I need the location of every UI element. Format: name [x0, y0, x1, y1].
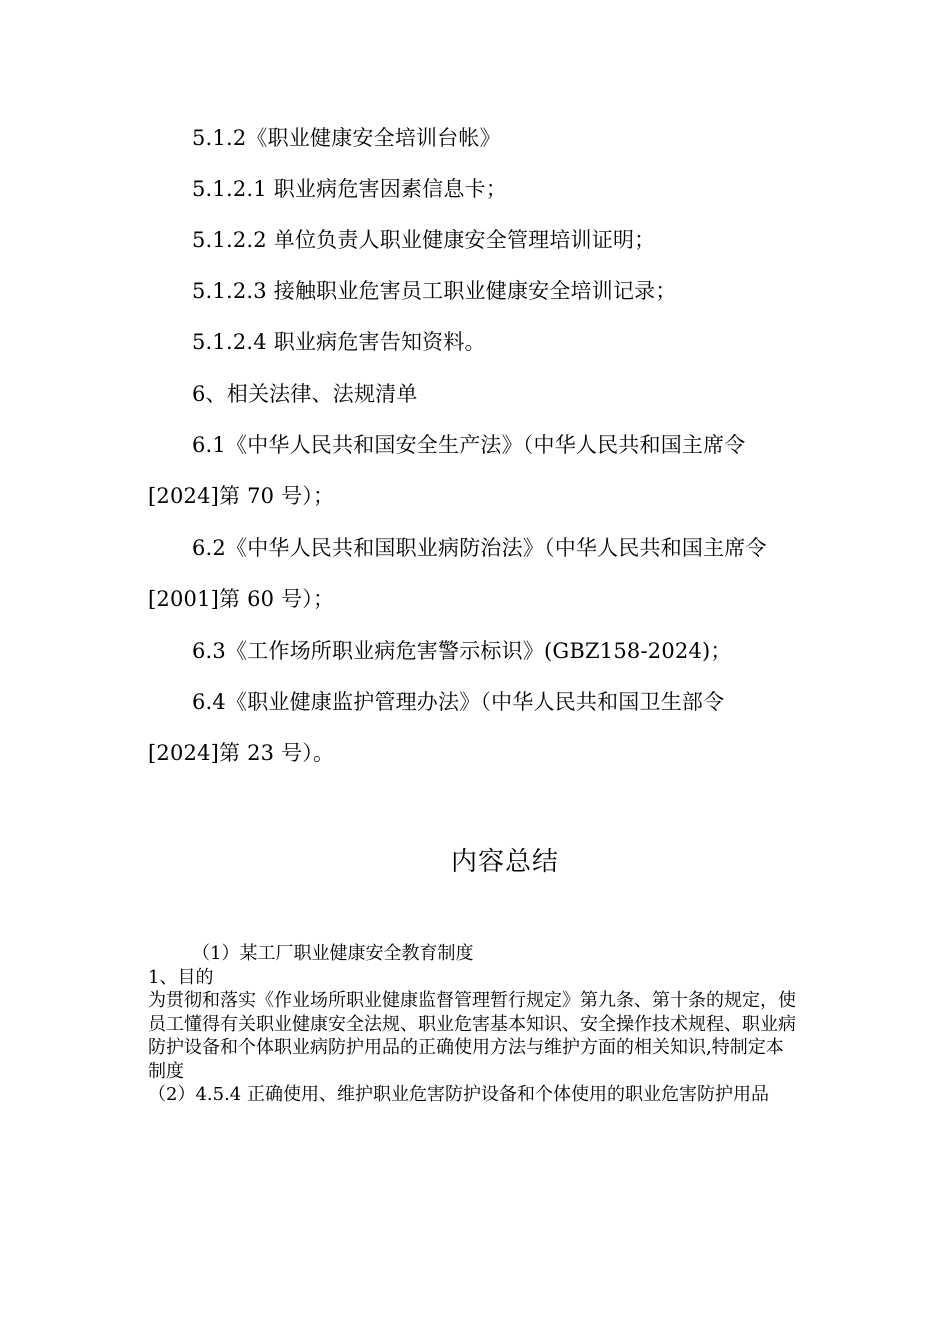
summary-section — [148, 942, 798, 1107]
summary-item1-subheading: 1、目的 — [148, 966, 214, 988]
section-6-heading: 6、相关法律、法规清单 — [192, 382, 418, 406]
section-5-1-2-3: 5.1.2.3 接触职业危害员工职业健康安全培训记录； — [192, 279, 677, 303]
law-6-3: 6.3《工作场所职业病危害警示标识》(GBZ158-2024)； — [192, 639, 732, 663]
law-6-2-line2: [2001]第 60 号）； — [148, 587, 335, 611]
section-5-1-2-2: 5.1.2.2 单位负责人职业健康安全管理培训证明； — [192, 228, 656, 252]
section-5-1-2-1: 5.1.2.1 职业病危害因素信息卡； — [192, 177, 507, 201]
law-6-4-line1: 6.4《职业健康监护管理办法》（中华人民共和国卫生部令 — [192, 690, 725, 714]
law-6-4-line2: [2024]第 23 号）。 — [148, 741, 335, 765]
law-6-2-line1: 6.2《中华人民共和国职业病防治法》（中华人民共和国主席令 — [192, 536, 767, 560]
law-6-1-line1: 6.1《中华人民共和国安全生产法》（中华人民共和国主席令 — [192, 433, 746, 457]
summary-item1-heading: （1）某工厂职业健康安全教育制度 — [192, 943, 474, 964]
summary-item1-body: 为贯彻和落实《作业场所职业健康监督管理暂行规定》第九条、第十条的规定，使员工懂得有关职业健康安全法规、职业危害基本知识、安全操作技术规程、职业病防护设备和个体职业病防护用品的正确使用方法与维护方面的相关知识,特制定本制度 — [148, 990, 796, 1082]
section-5-1-2-heading: 5.1.2《职业健康安全培训台帐》 — [192, 126, 501, 150]
summary-title: 内容总结 — [450, 847, 559, 877]
section-5-1-2-4: 5.1.2.4 职业病危害告知资料。 — [192, 330, 486, 354]
summary-item2: （2）4.5.4 正确使用、维护职业危害防护设备和个体使用的职业危害防护用品 — [148, 1084, 769, 1105]
law-6-1-line2: [2024]第 70 号）； — [148, 484, 335, 508]
